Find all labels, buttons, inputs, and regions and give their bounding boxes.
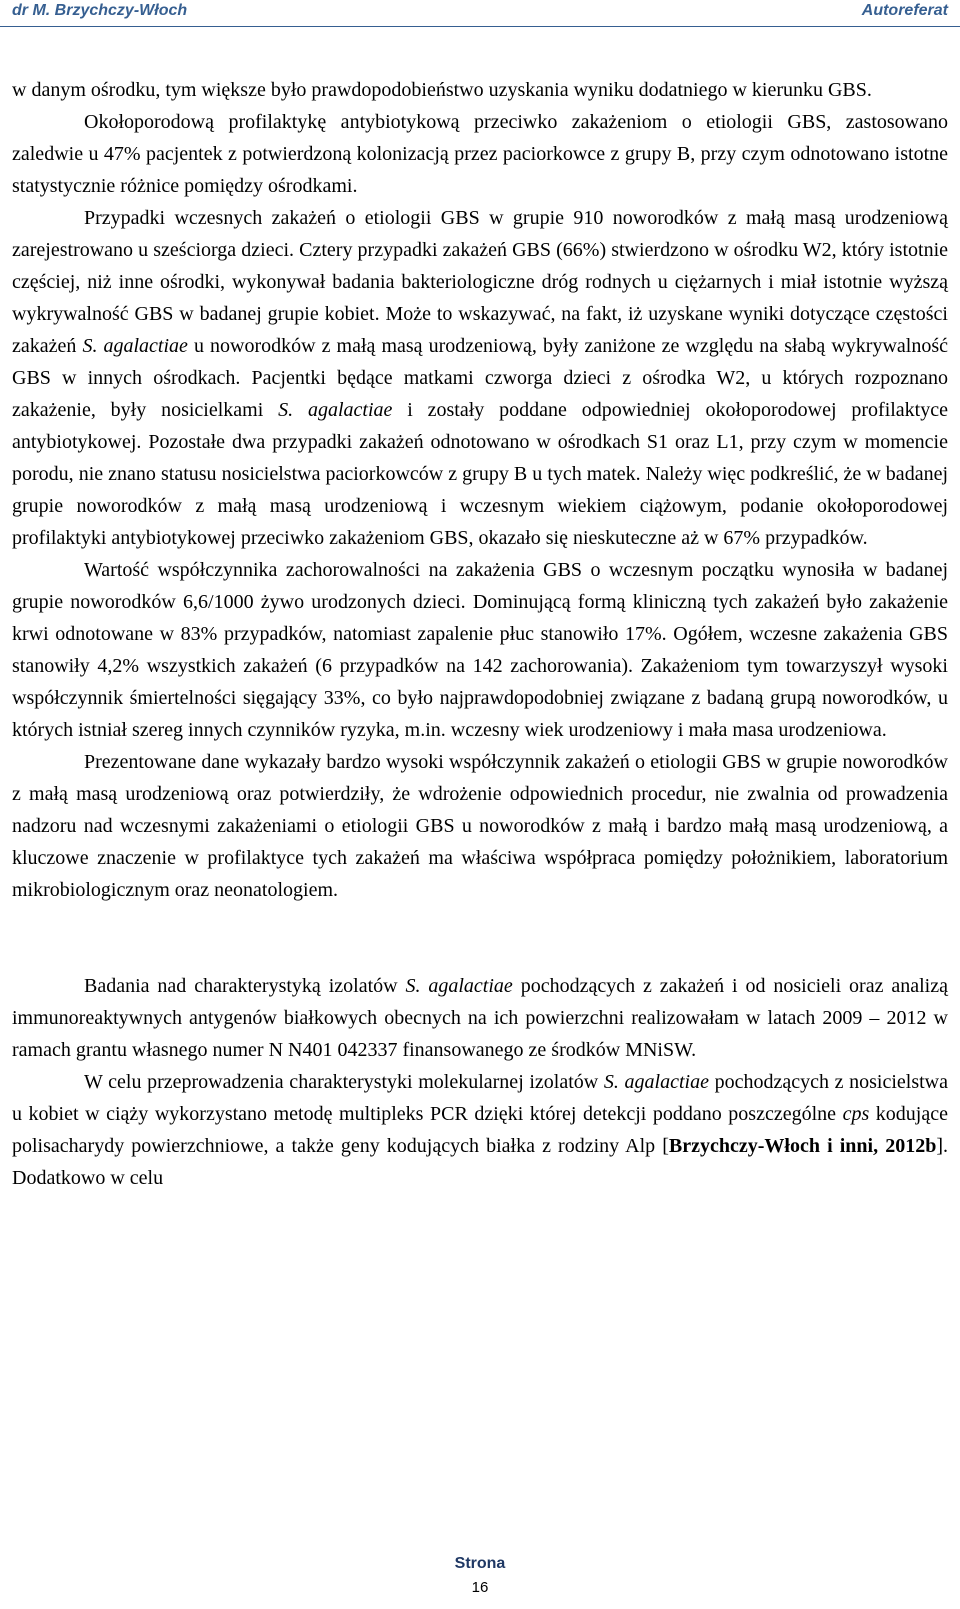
paragraph-7-text-a: W celu przeprowadzenia charakterystyki molekularnej izolatów (84, 1071, 604, 1093)
paragraph-3-text-b: u noworodków z małą masą urodzeniową, były zaniżone ze względu na słabą wykrywalność GBS w innych ośrodkach. Pacjentki będące matkami czworga dzieci z ośrodka W2, u których rozpoznano zakażenie, były nosicielkami (12, 335, 948, 421)
paragraph-4: Wartość współczynnika zachorowalności na zakażenia GBS o wczesnym początku wynosiła w badanej grupie noworodków 6,6/1000 żywo urodzonych dzieci. Dominującą formą kliniczną tych zakażeń było zakażenie krwi odnotowane w 83% przypadków, natomiast zapalenie płuc stanowiło 17%. Ogółem, wczesne zakażenia GBS stanowiły 4,2% wszystkich zakażeń (6 przypadków na 142 zachorowania). Zakażeniom tym towarzyszył wysoki współczynnik śmiertelności sięgający 33%, co było najprawdopodobniej związane z badaną grupą noworodków, u których istniał szereg innych czynników ryzyka, m.in. wczesny wiek urodzeniowy i mała masa urodzeniowa. (12, 559, 948, 741)
species-name: S. agalactiae (405, 975, 513, 997)
page-label: Strona (454, 1555, 506, 1572)
species-name: S. agalactiae (603, 1071, 709, 1093)
paragraph-6-text-b: pochodzących z zakażeń i od nosicieli oraz analizą immunoreaktywnych antygenów białkowych obecnych na ich powierzchni realizowałam w latach 2009 – 2012 w ramach grantu własnego numer N N401 042337 finansowanego ze środków MNiSW. (12, 975, 948, 1061)
page-header (0, 0, 960, 27)
page-number: 16 (471, 1579, 489, 1596)
paragraph-7 (12, 1066, 948, 1194)
species-name: S. agalactiae (278, 399, 393, 421)
paragraph-3-text-a: Przypadki wczesnych zakażeń o etiologii GBS w grupie 910 noworodków z małą masą urodzeniową zarejestrowano u sześciorga dzieci. Cztery przypadki zakażeń GBS (66%) stwierdzono w ośrodku W2, który istotnie częściej, niż inne ośrodki, wykonywał badania bakteriologiczne dróg rodnych u ciężarnych i miał istotnie wyższą wykrywalność GBS w badanej grupie kobiet. Może to wskazywać, na fakt, iż uzyskane wyniki dotyczące częstości zakażeń (12, 207, 948, 357)
header-document-type: Autoreferat (861, 2, 948, 19)
paragraph-6 (12, 970, 948, 1066)
gene-term: cps (842, 1103, 870, 1125)
paragraph-3 (12, 202, 948, 554)
citation: Brzychczy-Włoch i inni, 2012b (668, 1135, 937, 1157)
paragraph-7-text-c: kodujące polisacharydy powierzchniowe, a także geny kodujących białka z rodziny Alp [ (12, 1103, 948, 1157)
document-body (12, 74, 948, 1194)
page-footer (0, 1552, 960, 1600)
header-author: dr M. Brzychczy-Włoch (12, 2, 188, 19)
paragraph-2: Okołoporodową profilaktykę antybiotykową przeciwko zakażeniom o etiologii GBS, zastosowano zaledwie u 47% pacjentek z potwierdzoną kolonizacją przez paciorkowce z grupy B, przy czym odnotowano istotne statystycznie różnice pomiędzy ośrodkami. (12, 111, 948, 197)
paragraph-6-text-a: Badania nad charakterystyką izolatów (84, 975, 406, 997)
section-gap (12, 906, 948, 970)
paragraph-7-text-b: pochodzących z nosicielstwa u kobiet w ciąży wykorzystano metodę multipleks PCR dzięki której detekcji poddano poszczególne (12, 1071, 948, 1125)
species-name: S. agalactiae (82, 335, 188, 357)
paragraph-1: w danym ośrodku, tym większe było prawdopodobieństwo uzyskania wyniku dodatniego w kierunku GBS. (12, 79, 872, 101)
paragraph-7-text-d: ]. Dodatkowo w celu (12, 1135, 948, 1189)
paragraph-5: Prezentowane dane wykazały bardzo wysoki współczynnik zakażeń o etiologii GBS w grupie noworodków z małą masą urodzeniową oraz potwierdziły, że wdrożenie odpowiednich procedur, nie zwalnia od prowadzenia nadzoru nad wczesnymi zakażeniami o etiologii GBS u noworodków z małą i bardzo małą masą urodzeniową, a kluczowe znaczenie w profilaktyce tych zakażeń ma właściwa współpraca pomiędzy położnikiem, laboratorium mikrobiologicznym oraz neonatologiem. (12, 751, 948, 901)
paragraph-3-text-c: i zostały poddane odpowiedniej okołoporodowej profilaktyce antybiotykowej. Pozostałe dwa przypadki zakażeń odnotowano w ośrodkach S1 oraz L1, przy czym w momencie porodu, nie znano statusu nosicielstwa paciorkowców z grupy B u tych matek. Należy więc podkreślić, że w badanej grupie noworodków z małą masą urodzeniową i wczesnym wiekiem ciążowym, podanie okołoporodowej profilaktyki antybiotykowej przeciwko zakażeniom GBS, okazało się nieskuteczne aż w 67% przypadków. (12, 399, 948, 549)
